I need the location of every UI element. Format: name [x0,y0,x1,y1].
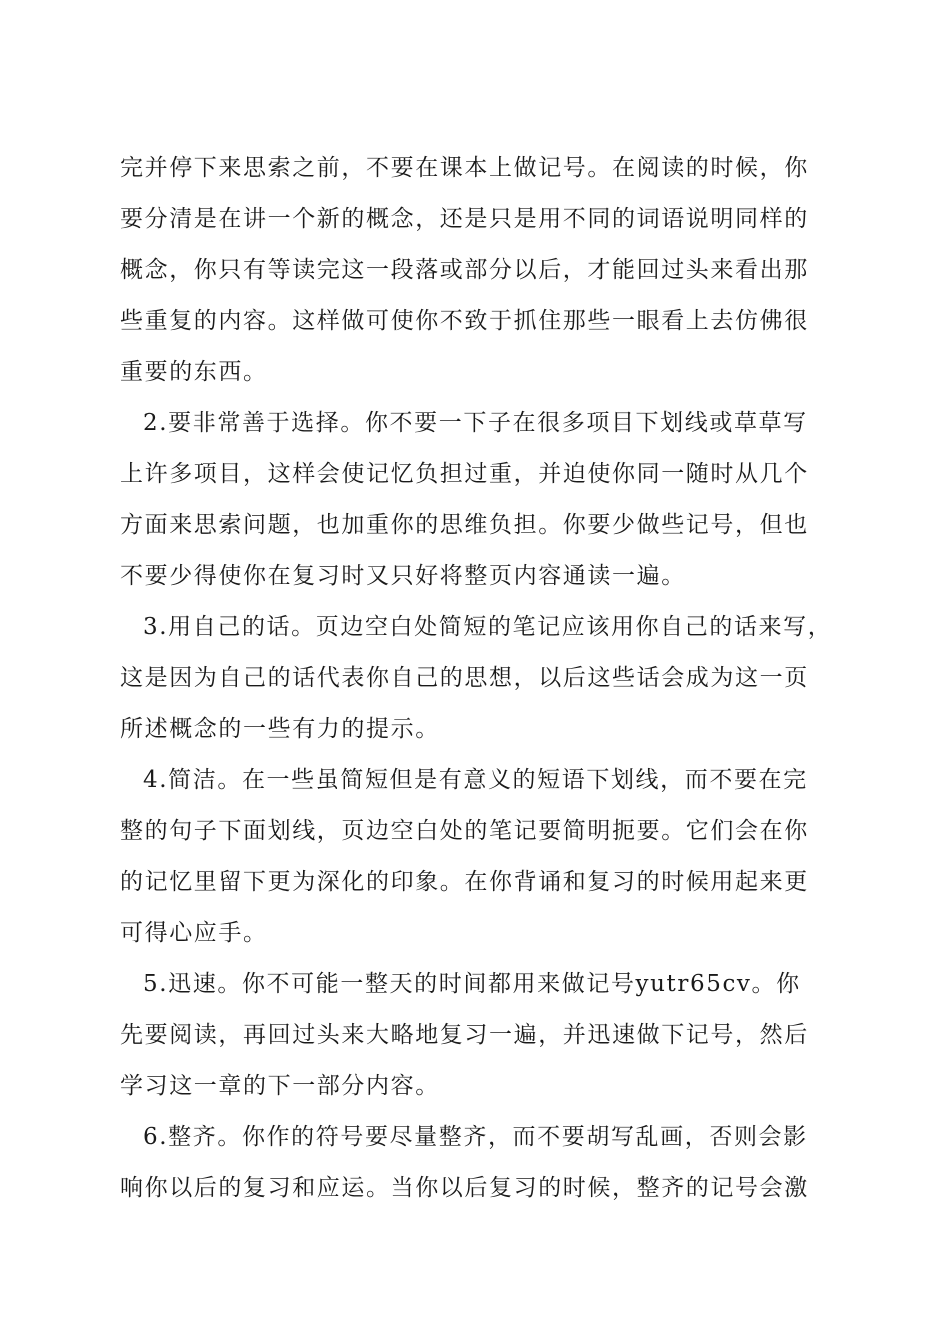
paragraph-first-line: 4.简洁。在一些虽简短但是有意义的短语下划线，而不要在完 [143,767,808,793]
text-line: 可得心应手。 [120,920,268,946]
text-line: 些重复的内容。这样做可使你不致于抓住那些一眼看上去仿佛很 [120,308,809,334]
text-line: 上许多项目，这样会使记忆负担过重，并迫使你同一随时从几个 [120,461,809,487]
text-line: 不要少得使你在复习时又只好将整页内容通读一遍。 [120,563,686,589]
text-line: 先要阅读，再回过头来大略地复习一遍，并迅速做下记号，然后 [120,1022,809,1048]
text-line: 方面来思索问题，也加重你的思维负担。你要少做些记号，但也 [120,512,809,538]
document-body [120,148,835,1219]
text-line: 的记忆里留下更为深化的印象。在你背诵和复习的时候用起来更 [120,869,809,895]
text-line: 完并停下来思索之前，不要在课本上做记号。在阅读的时候，你 [120,155,809,181]
text-line: 要分清是在讲一个新的概念，还是只是用不同的词语说明同样的 [120,206,809,232]
text-line: 概念，你只有等读完这一段落或部分以后，才能回过头来看出那 [120,257,809,283]
paragraph-first-line: 5.迅速。你不可能一整天的时间都用来做记号yutr65cv。你 [143,971,801,997]
text-line: 响你以后的复习和应运。当你以后复习的时候，整齐的记号会激 [120,1175,809,1201]
text-line: 重要的东西。 [120,359,268,385]
paragraph-first-line: 6.整齐。你作的符号要尽量整齐，而不要胡写乱画，否则会影 [143,1124,808,1150]
text-line: 所述概念的一些有力的提示。 [120,716,440,742]
text-line: 整的句子下面划线，页边空白处的笔记要简明扼要。它们会在你 [120,818,809,844]
paragraph-first-line: 3.用自己的话。页边空白处简短的笔记应该用你自己的话来写， [143,614,833,640]
paragraph-first-line: 2.要非常善于选择。你不要一下子在很多项目下划线或草草写 [143,410,808,436]
text-line: 这是因为自己的话代表你自己的思想，以后这些话会成为这一页 [120,665,809,691]
text-line: 学习这一章的下一部分内容。 [120,1073,440,1099]
